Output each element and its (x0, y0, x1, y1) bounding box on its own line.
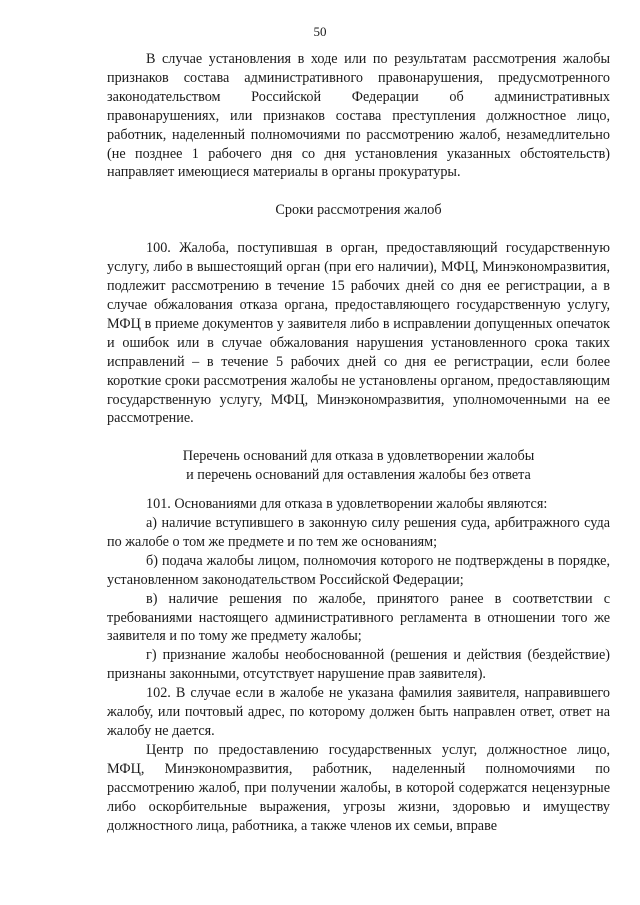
section-heading-review-terms-text: Сроки рассмотрения жалоб (275, 202, 442, 219)
list-item-101-g: г) признание жалобы необоснованной (решения и действия (бездействие) признаны законными, отсутствует нарушение прав заявителя). (107, 647, 610, 683)
section-heading-refusal-grounds-line1: Перечень оснований для отказа в удовлетворении жалобы (182, 448, 535, 465)
list-item-101-v: в) наличие решения по жалобе, принятого ранее в соответствии с требованиями настоящего административного регламента в отношении того же заявителя и по тому же предмету жалобы; (107, 590, 610, 645)
page-number: 50 (313, 24, 327, 39)
document-body (107, 50, 610, 835)
section-heading-review-terms (107, 201, 610, 220)
paragraph-102: 102. В случае если в жалобе не указана фамилия заявителя, направившего жалобу, или почтовый адрес, по которому должен быть направлен ответ, ответ на жалобу не дается. (107, 685, 610, 739)
list-item-101-a: а) наличие вступившего в законную силу решения суда, арбитражного суда по жалобе о том же предмете и по тем же основаниям; (107, 515, 610, 550)
section-heading-refusal-grounds-line2: и перечень оснований для оставления жалобы без ответа (186, 467, 531, 484)
paragraph-center-rights: Центр по предоставлению государственных услуг, должностное лицо, МФЦ, Минэкономразвития, работник, наделенный полномочиями по рассмотрению жалоб, при получении жалобы, в которой содержатся нецензурные либо оскорбительные выражения, угрозы жизни, здоровью и имуществу должностного лица, работника, а также членов их семьи, вправе (107, 741, 610, 834)
paragraph-100: 100. Жалоба, поступившая в орган, предоставляющий государственную услугу, либо в вышестоящий орган (при его наличии), МФЦ, Минэкономразвития, подлежит рассмотрению в течение 15 рабочих дней со дня ее регистрации, а в случае обжалования отказа органа, предоставляющего государственную услугу, МФЦ в приеме документов у заявителя либо в исправлении допущенных опечаток и ошибок или в случае обжалования нарушения установленного срока таких исправлений – в течение 5 рабочих дней со дня ее регистрации, если более короткие сроки рассмотрения жалобы не установлены органом, предоставляющим государственную услугу, МФЦ, Минэкономразвития, уполномоченными на ее рассмотрение. (107, 240, 610, 427)
paragraph-101: 101. Основаниями для отказа в удовлетворении жалобы являются: (146, 496, 548, 513)
list-item-101-b: б) подача жалобы лицом, полномочия которого не подтверждены в порядке, установленном законодательством Российской Федерации; (107, 552, 610, 588)
section-heading-refusal-grounds (107, 447, 610, 485)
paragraph-violation-detection: В случае установления в ходе или по результатам рассмотрения жалобы признаков состава административного правонарушения, предусмотренного законодательством Российской Федерации об административных правонарушениях, или признаков состава преступления должностное лицо, работник, наделенный полномочиями по рассмотрению жалоб, незамедлительно (не позднее 1 рабочего дня со дня установления указанных обстоятельств) направляет имеющиеся материалы в органы прокуратуры. (107, 51, 610, 181)
